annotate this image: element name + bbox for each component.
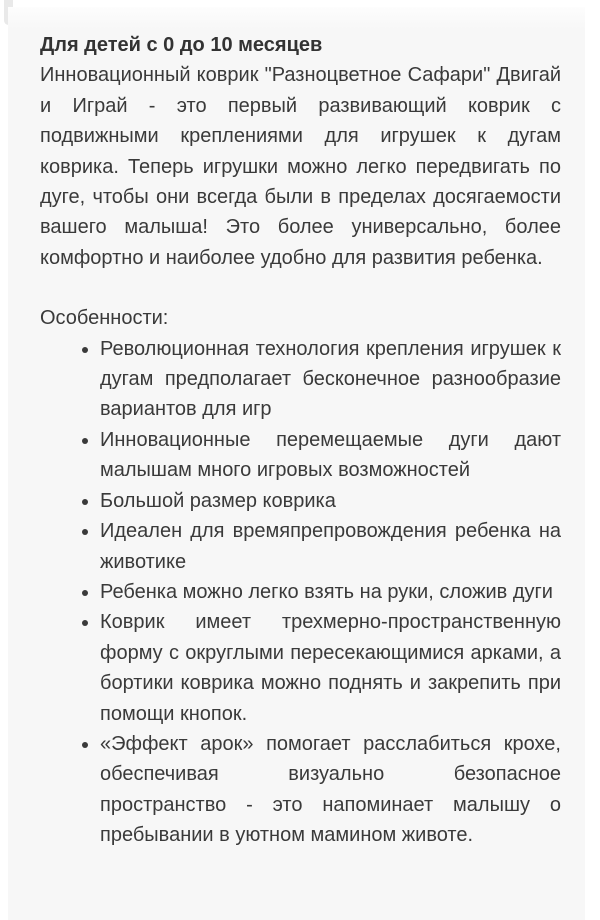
feature-item: • «Эффект арок» помогает расслабиться крохе, обеспечивая визуально безопасное пространство - это напоминает малышу о пребывании в уютном мамином животе.	[100, 729, 561, 851]
age-heading: Для детей с 0 до 10 месяцев	[40, 34, 323, 56]
features-list	[40, 334, 561, 851]
feature-item: • Инновационные перемещаемые дуги дают малышам много игровых возможностей	[100, 425, 561, 486]
feature-item: • Идеален для времяпрепровождения ребенка на животике	[100, 516, 561, 577]
product-description-panel	[8, 7, 585, 920]
product-description-text: Инновационный коврик "Разноцветное Сафари" Двигай и Играй - это первый развивающий коврик с подвижными креплениями для игрушек к дугам коврика. Теперь игрушки можно легко передвигать по дуге, чтобы они всегда были в пределах досягаемости вашего малыша! Это более универсально, более комфортно и наиболее удобно для развития ребенка.	[40, 64, 561, 269]
feature-item: • Революционная технология крепления игрушек к дугам предполагает бесконечное разнообразие вариантов для игр	[100, 334, 561, 425]
feature-item: • Ребенка можно легко взять на руки, сложив дуги	[100, 577, 561, 607]
feature-item: • Коврик имеет трехмерно-пространственную форму с округлыми пересекающимися арками, а бортики коврика можно поднять и закрепить при помощи кнопок.	[100, 607, 561, 729]
features-heading: Особенности:	[40, 307, 169, 330]
feature-item: • Большой размер коврика	[100, 486, 561, 516]
